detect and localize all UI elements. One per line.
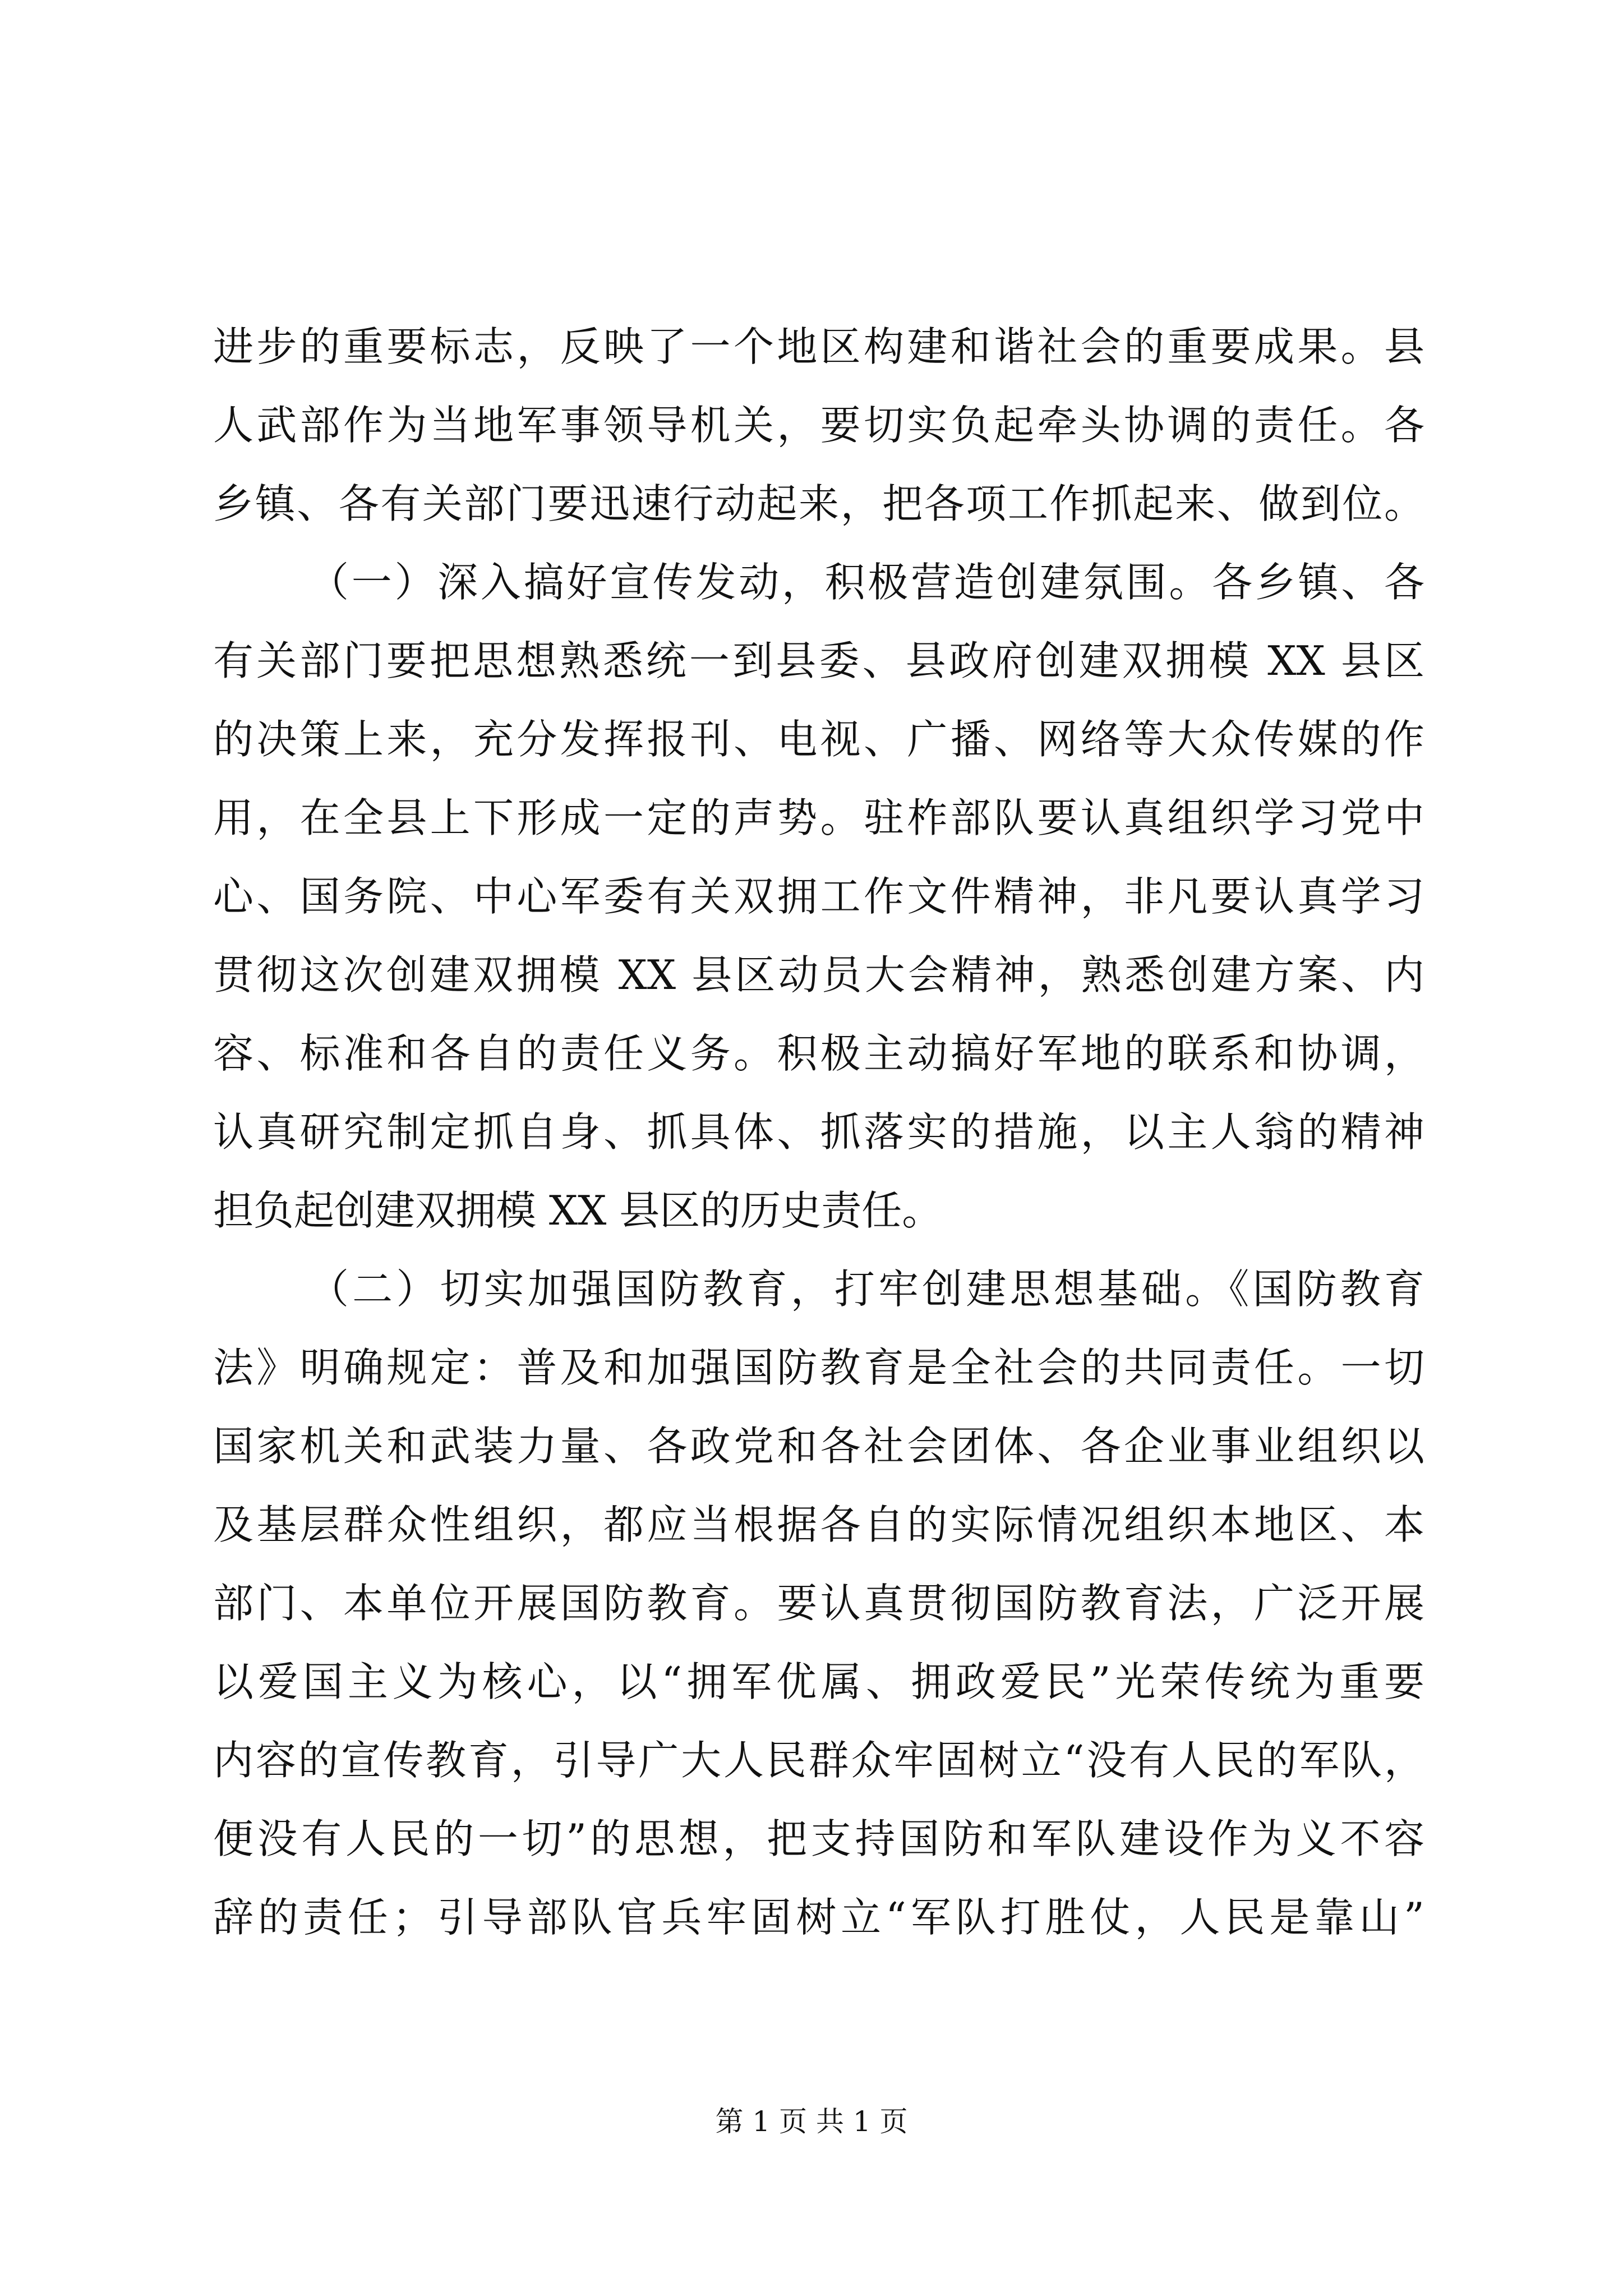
text-line: 部门、本单位开展国防教育。要认真贯彻国防教育法，广泛开展: [213, 1580, 1424, 1627]
text-line: 担负起创建双拥模 XX 县区的历史责任。: [213, 1187, 943, 1234]
text-line: 认真研究制定抓自身、抓具体、抓落实的措施，以主人翁的精神: [213, 1108, 1424, 1156]
text-line: 国家机关和武装力量、各政党和各社会团体、各企业事业组织以: [213, 1423, 1424, 1470]
text-line: 的决策上来，充分发挥报刊、电视、广播、网络等大众传媒的作: [213, 716, 1424, 763]
text-line: 用，在全县上下形成一定的声势。驻柞部队要认真组织学习党中: [213, 794, 1424, 841]
text-line: 及基层群众性组织，都应当根据各自的实际情况组织本地区、本: [213, 1501, 1424, 1548]
text-line: 进步的重要标志，反映了一个地区构建和谐社会的重要成果。县: [213, 323, 1424, 370]
text-line: 乡镇、各有关部门要迅速行动起来，把各项工作抓起来、做到位。: [213, 480, 1424, 527]
text-line: 贯彻这次创建双拥模 XX 县区动员大会精神，熟悉创建方案、内: [213, 951, 1424, 999]
text-line: 以爱国主义为核心，以“拥军优属、拥政爱民”光荣传统为重要: [213, 1658, 1424, 1705]
document-body: [213, 307, 1424, 1957]
text-line: 心、国务院、中心军委有关双拥工作文件精神，非凡要认真学习: [213, 873, 1424, 920]
text-line: 法》明确规定：普及和加强国防教育是全社会的共同责任。一切: [213, 1344, 1424, 1391]
text-line: （一）深入搞好宣传发动，积极营造创建氛围。各乡镇、各: [308, 559, 1424, 606]
text-line: 人武部作为当地军事领导机关，要切实负起牵头协调的责任。各: [213, 402, 1424, 449]
text-line: 容、标准和各自的责任义务。积极主动搞好军地的联系和协调，: [213, 1030, 1424, 1077]
text-line: （二）切实加强国防教育，打牢创建思想基础。《国防教育: [308, 1266, 1424, 1313]
text-line: 内容的宣传教育，引导广大人民群众牢固树立“没有人民的军队，: [213, 1737, 1424, 1784]
page-footer: 第 1 页 共 1 页: [715, 2105, 908, 2138]
text-line: 有关部门要把思想熟悉统一到县委、县政府创建双拥模 XX 县区: [213, 637, 1424, 684]
text-line: 便没有人民的一切”的思想，把支持国防和军队建设作为义不容: [213, 1815, 1424, 1862]
text-line: 辞的责任；引导部队官兵牢固树立“军队打胜仗，人民是靠山”: [213, 1894, 1424, 1941]
